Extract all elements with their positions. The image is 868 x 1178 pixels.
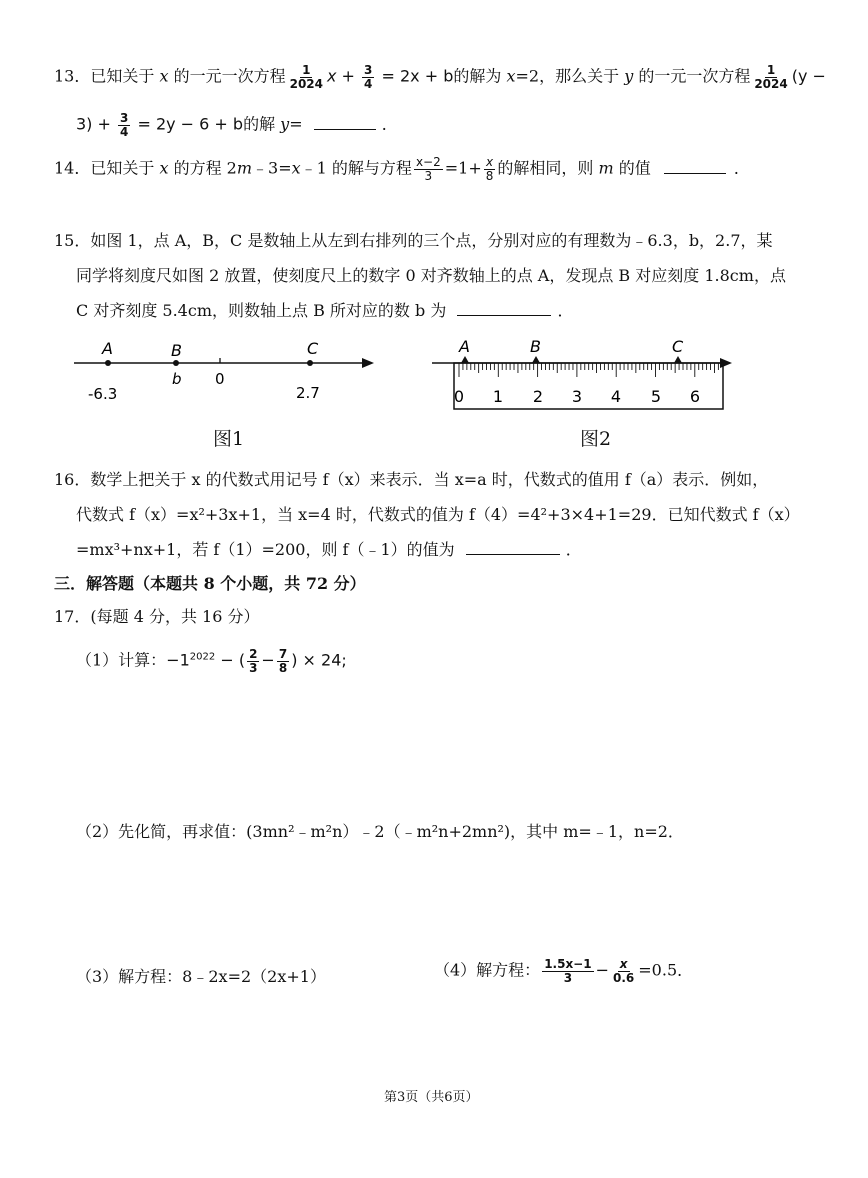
figure-2-caption: 图2 [580,428,612,450]
question-13-line-1: 13．已知关于 x 的一元一次方程 $\frac{1}{2024}$ x + $\frac{3}{4}$ = 2x + b的解为 x=2，那么关于 y 的一元一次方程 $\frac{1}{2024}$ (y − [54,63,826,91]
value-c-label: 2.7 [296,384,320,402]
point-b-label: B [171,341,182,360]
value-b-label: b [172,370,182,388]
question-15-line-2: 同学将刻度尺如图 2 放置，使刻度尺上的数字 0 对齐数轴上的点 A，发现点 B 对应刻度 1.8cm，点 [76,266,786,285]
fraction: $\frac{1}{2024}$ [754,63,788,91]
point-b-marker-icon [532,356,540,363]
question-17-part-3: （3）解方程：8﹣2x=2（2x+1） [76,967,326,986]
question-17-part-1: （1）计算：$-1^{2022}$ − ( $\frac{2}{3}$ − $\frac{7}{8}$ ) × 24; [76,647,347,675]
point-a-marker-icon [461,356,469,363]
question-number: 17． [54,607,91,626]
ruler-number: 5 [650,387,662,406]
ruler-number: 0 [453,387,465,406]
answer-blank[interactable] [457,301,551,316]
answer-blank[interactable] [466,540,560,555]
point-c-dot [307,360,313,366]
ruler-number: 2 [532,387,544,406]
question-17-part-2: （2）先化简，再求值：(3mn²﹣m²n）﹣2（﹣m²n+2mn²)，其中 m=﹣1，n=2． [76,822,684,841]
question-16-line-1: 16．数学上把关于 x 的代数式用记号 f（x）来表示．当 x=a 时，代数式的值用 f（a）表示．例如， [54,470,769,489]
question-15-line-3: C 对齐刻度 5.4cm，则数轴上点 B 所对应的数 b 为 ． [76,301,574,320]
fraction: $\frac{2}{3}$ [249,647,258,675]
question-17-header: 17．(每题 4 分，共 16 分） [54,607,260,626]
point-a-label: A [102,339,113,358]
question-16-line-2: 代数式 f（x）=x²+3x+1，当 x=4 时，代数式的值为 f（4）=4²+3×4+1=29．已知代数式 f（x） [76,505,800,524]
question-number: 13． [54,66,91,86]
fraction: $\frac{3}{4}$ [120,111,129,139]
fraction: $\frac{x}{0.6}$ [613,957,635,985]
fraction: $\frac{x-2}{3}$ [415,155,441,183]
point-a-label: A [459,337,470,356]
answer-blank[interactable] [314,115,376,130]
axis-arrow-icon [362,358,374,368]
fraction: $\frac{1}{2024}$ [289,63,323,91]
answer-blank[interactable] [664,159,726,174]
figure-2-ruler [432,330,742,418]
zero-label: 0 [215,370,225,388]
question-number: 14． [54,158,91,178]
question-17-part-4: （4）解方程： $\frac{1.5x-1}{3}$ − $\frac{x}{0.6}$ =0.5． [434,957,694,985]
ruler-number: 3 [571,387,583,406]
fraction: $\frac{1.5x-1}{3}$ [544,957,592,985]
ruler-number: 1 [492,387,504,406]
point-b-label: B [530,337,541,356]
page-footer: 第3页（共6页） [384,1090,479,1105]
figure-1-caption: 图1 [213,428,245,450]
point-c-label: C [307,339,319,358]
value-a-label: -6.3 [88,385,118,403]
question-14: 14．已知关于 x 的方程 2m﹣3=x﹣1 的解与方程 $\frac{x-2}{3}$ =1+ $\frac{x}{8}$ 的解相同，则 m 的值 ． [54,155,750,183]
question-number: 15． [54,231,91,250]
point-c-label: C [672,337,684,356]
point-a-dot [105,360,111,366]
fraction: $\frac{x}{8}$ [485,155,494,183]
ruler-ticks [459,363,718,377]
figure-1-number-line [60,330,390,410]
question-16-line-3: =mx³+nx+1，若 f（1）=200，则 f（﹣1）的值为 ． [76,540,582,559]
ruler-number: 4 [610,387,622,406]
ruler-number: 6 [689,387,701,406]
point-c-marker-icon [674,356,682,363]
fraction: $\frac{7}{8}$ [278,647,288,675]
question-15-line-1: 15．如图 1，点 A，B，C 是数轴上从左到右排列的三个点，分别对应的有理数为﹣6.3，b，2.7，某 [54,231,773,250]
question-number: 16． [54,470,91,489]
point-b-dot [173,360,179,366]
fraction: $\frac{3}{4}$ [364,63,373,91]
ruler-numbers [454,387,700,406]
section-title: 三．解答题（本题共 8 个小题，共 72 分） [54,574,366,593]
question-13-line-2: 3) + $\frac{3}{4}$ = 2y − 6 + b的解 y= ． [76,111,398,139]
